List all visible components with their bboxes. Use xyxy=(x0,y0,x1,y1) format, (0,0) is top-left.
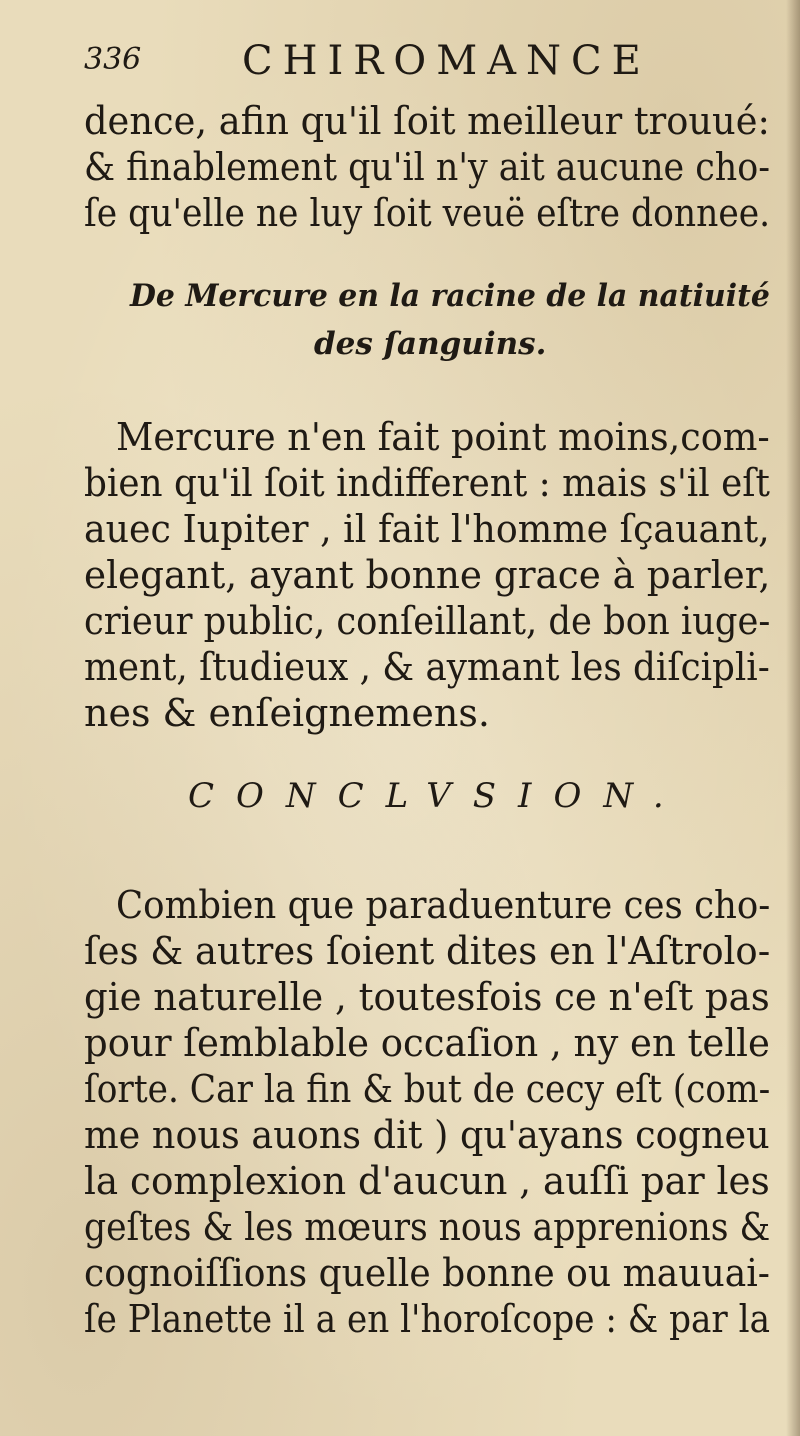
text-line: ſorte. Car la fin & but de cecy eſt (com- xyxy=(84,1067,771,1111)
text-line: dence, afin qu'il ſoit meilleur trouué: xyxy=(84,99,770,143)
text-line: cognoiſſions quelle bonne ou mauuai- xyxy=(84,1251,770,1295)
section-heading-line: des ſanguins. xyxy=(314,326,547,362)
text-line: la complexion d'aucun , auſſi par les xyxy=(84,1159,770,1203)
text-line: Combien que paraduenture ces cho- xyxy=(116,883,771,927)
text-line: me nous auons dit ) qu'ayans cogneu xyxy=(84,1113,770,1157)
page-edge-shadow xyxy=(786,0,800,1436)
text-line: pour ſemblable occaſion , ny en telle xyxy=(84,1021,770,1065)
text-line: gie naturelle , toutesfois ce n'eſt pas xyxy=(84,975,770,1019)
text-line: ſe Planette il a en l'horoſcope : & par la xyxy=(84,1297,770,1341)
section-heading-line: De Mercure en la racine de la natiuité xyxy=(130,278,770,314)
page-number: 336 xyxy=(84,42,142,77)
text-line: geſtes & les mœurs nous apprenions & xyxy=(84,1205,771,1249)
text-line: bien qu'il ſoit indifferent : mais s'il eſt xyxy=(84,461,770,505)
text-line: ſe qu'elle ne luy ſoit veuë eſtre donnee. xyxy=(84,191,771,235)
text-line: crieur public, conſeillant, de bon iuge- xyxy=(84,599,771,643)
text-line: elegant, ayant bonne grace à parler, xyxy=(84,553,771,597)
text-line: nes & enſeignemens. xyxy=(84,691,490,735)
text-line: Mercure n'en fait point moins,com- xyxy=(116,415,770,459)
page-header xyxy=(84,38,700,98)
text-line: ſes & autres ſoient dites en l'Aſtrolo- xyxy=(84,929,771,973)
text-line: & finablement qu'il n'y ait aucune cho- xyxy=(84,145,771,189)
text-line: ment, ſtudieux , & aymant les diſcipli- xyxy=(84,645,770,689)
text-line: auec Iupiter , il fait l'homme ſçauant, xyxy=(84,507,770,551)
conclusion-heading: CONCLVSION. xyxy=(188,776,686,816)
running-head: CHIROMANCE xyxy=(242,38,651,84)
